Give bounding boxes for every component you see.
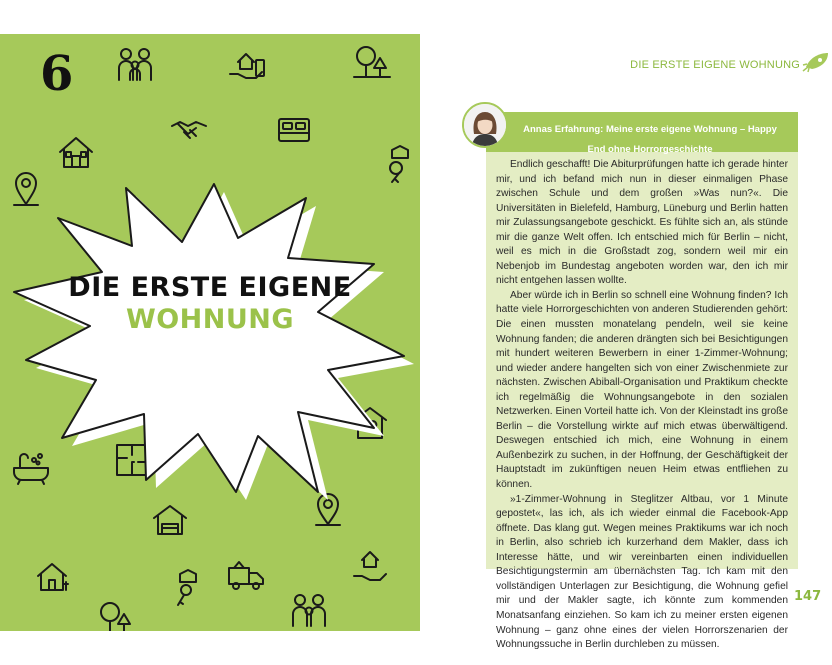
paragraph: Endlich geschafft! Die Abiturprüfungen hatte ich gerade hinter mir, und ich befand mich nun in dieser einmaligen Phase zwischen Schule und dem großen »Was nun?«. Die Universitäten in Bielefeld, Hamburg, Lüneburg und Berlin hatten mir Zulassungsangebote geschickt. Es fühlte sich an, als stünde mir die ganze Welt offen. Ich entschied mich für Berlin – nicht, weil es mich in die Großstadt zog, sondern weil mir ein Nebenjob im Bundestag angeboten worden war, den ich mir nicht entgehen lassen wollte. [496, 159, 788, 287]
page-number: 147 [794, 589, 822, 604]
chapter-number: 6 [40, 46, 74, 102]
experience-box-body [496, 158, 788, 653]
experience-box-header [486, 112, 798, 155]
rocket-icon [802, 51, 830, 73]
paragraph: Aber würde ich in Berlin so schnell eine Wohnung finden? Ich hatte viele Horrorgeschichten von anderen Studierenden gehört: Die einen mussten monatelang pendeln, weil sie keine Wohnung fanden; die anderen drängten sich bei Besichtigungen mit hundert weiteren Bewerbern in einer 1-Zimmer-Wohnung; und wieder andere hangelten sich von einer Zwischenmiete zur nächsten. Zwischen Abiball-Organisation und Praktikum checkte ich regelmäßig die Wohnungsangebote in den sozialen Netzwerken. Einen Vorteil hatte ich. Von der Kleinstadt ins große Berlin – die Vorstellung wirkte auf mich etwas überwältigend. Deswegen entschied ich mich, eine Wohnung in einem Außenbezirk zu suchen, in der Hoffnung, der Geschäftigkeit der Hauptstadt im zukünftigen neuen Heim etwas entfliehen zu können. [496, 289, 788, 491]
portrait-icon [464, 104, 506, 146]
experience-box-title: Annas Erfahrung: Meine erste eigene Wohnung – Happy End ohne Horrorgeschichte [523, 124, 777, 155]
chapter-opener-page [0, 34, 420, 631]
chapter-title [58, 272, 362, 336]
avatar [462, 102, 508, 148]
running-head: DIE ERSTE EIGENE WOHNUNG [630, 59, 800, 71]
paragraph: »1-Zimmer-Wohnung in Steglitzer Altbau, vor 1 Minute gepostet«, las ich, als ich wieder einmal die Facebook-App öffnete. Das klang gut. Wegen meines Praktikums war ich noch in Berlin, also schrieb ich kurzerhand dem Makler, dass ich Interesse hätte, und wir vereinbarten einen individuellen Besichtigungstermin am übernächsten Tag. Ich kam mit den vollständigen Unterlagen zur Besichtigung, die Wohnung gefiel mir und der Makler sagte, ich könnte zum kommenden Monatsanfang einziehen. So kam ich zu meiner ersten eigenen Wohnung – ganz ohne eines der vielen Horrorszenarien der Wohnungssuche in Berlin durchleben zu müssen. [496, 493, 788, 651]
experience-box [486, 112, 798, 651]
chapter-title-line2: WOHNUNG [125, 304, 295, 335]
chapter-title-line1: DIE ERSTE EIGENE [68, 272, 352, 303]
